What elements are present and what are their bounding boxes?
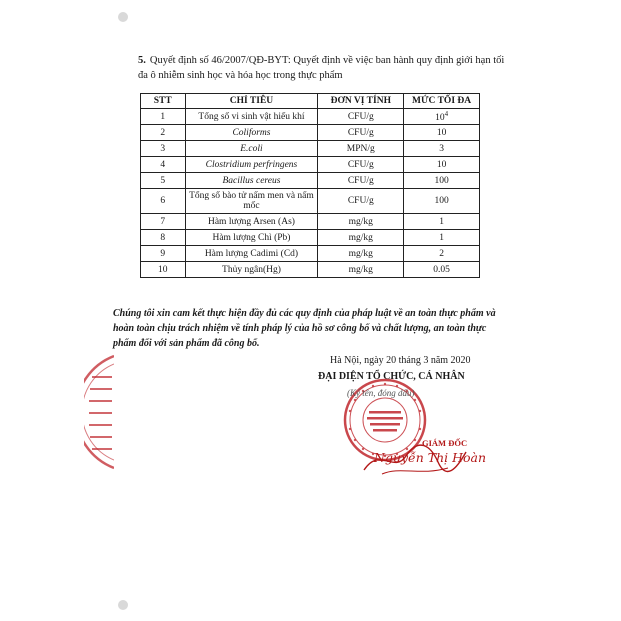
cell-stt: 7: [141, 214, 186, 230]
cell-indicator: Tổng số bào tử nấm men và nấm mốc: [185, 189, 318, 214]
cell-unit: mg/kg: [318, 230, 404, 246]
cell-unit: mg/kg: [318, 246, 404, 262]
cell-max: 1: [404, 214, 480, 230]
cell-indicator: Bacillus cereus: [185, 173, 318, 189]
table-row: [141, 246, 480, 262]
cell-max: [404, 109, 480, 125]
cell-stt: 1: [141, 109, 186, 125]
cell-max-base: 10: [435, 113, 445, 124]
cell-max: 100: [404, 189, 480, 214]
table-row: [141, 214, 480, 230]
cell-stt: 2: [141, 125, 186, 141]
section-number: 5.: [138, 55, 146, 66]
cell-unit: CFU/g: [318, 157, 404, 173]
header-max: MỨC TỐI ĐA: [404, 94, 480, 109]
cell-stt: 10: [141, 262, 186, 278]
cell-indicator: Thủy ngân(Hg): [185, 262, 318, 278]
cell-stt: 6: [141, 189, 186, 214]
cell-unit: mg/kg: [318, 214, 404, 230]
cell-stt: 5: [141, 173, 186, 189]
section-title: Quyết định số 46/2007/QĐ-BYT: Quyết định về việc ban hành quy định giới hạn tối đa ô nhiễm sinh học và hóa học trong thực phẩm: [138, 55, 505, 81]
header-indicator: CHỈ TIÊU: [185, 94, 318, 109]
commitment-statement: Chúng tôi xin cam kết thực hiện đầy đủ các quy định của pháp luật về an toàn thực phẩm và hoàn toàn chịu trách nhiệm về tính pháp lý của hồ sơ công bố và chất lượng, an toàn thực phẩm đối với sản phẩm đã công bố.: [113, 308, 496, 349]
section-heading: [138, 53, 508, 83]
cell-stt: 8: [141, 230, 186, 246]
table-row: [141, 189, 480, 214]
cell-unit: MPN/g: [318, 141, 404, 157]
signatory-name: Nguyễn Thị Hoàn: [374, 450, 487, 465]
table-row: [141, 109, 480, 125]
header-unit: ĐƠN VỊ TÍNH: [318, 94, 404, 109]
cell-indicator: Hàm lượng Arsen (As): [185, 214, 318, 230]
cell-max: 3: [404, 141, 480, 157]
partial-stamp-icon: [84, 352, 114, 472]
cell-indicator: Hàm lượng Cadimi (Cd): [185, 246, 318, 262]
signing-date: Hà Nội, ngày 20 tháng 3 năm 2020: [330, 355, 471, 366]
director-title: GIÁM ĐỐC: [422, 438, 468, 448]
cell-unit: CFU/g: [318, 173, 404, 189]
cell-max-exponent: 4: [444, 109, 449, 118]
table-row: [141, 173, 480, 189]
cell-max: 100: [404, 173, 480, 189]
cell-indicator: E.coli: [185, 141, 318, 157]
table-row: [141, 262, 480, 278]
cell-unit: CFU/g: [318, 125, 404, 141]
table-row: [141, 125, 480, 141]
cell-max: 1: [404, 230, 480, 246]
cell-unit: CFU/g: [318, 189, 404, 214]
header-stt: STT: [141, 94, 186, 109]
cell-stt: 3: [141, 141, 186, 157]
cell-max: 10: [404, 125, 480, 141]
punch-hole-icon: [118, 600, 128, 610]
limits-table: [140, 93, 480, 278]
table-row: [141, 157, 480, 173]
table-row: [141, 141, 480, 157]
cell-indicator: Clostridium perfringens: [185, 157, 318, 173]
cell-max: 2: [404, 246, 480, 262]
table-row: [141, 230, 480, 246]
cell-max: 10: [404, 157, 480, 173]
representative-label: ĐẠI DIỆN TỔ CHỨC, CÁ NHÂN: [318, 371, 465, 382]
cell-stt: 9: [141, 246, 186, 262]
cell-unit: CFU/g: [318, 109, 404, 125]
punch-hole-icon: [118, 12, 128, 22]
table-header-row: [141, 94, 480, 109]
cell-indicator: Hàm lượng Chì (Pb): [185, 230, 318, 246]
cell-max: 0.05: [404, 262, 480, 278]
signature-note: (Ký tên, đóng dấu): [347, 388, 415, 398]
cell-unit: mg/kg: [318, 262, 404, 278]
cell-indicator: Coliforms: [185, 125, 318, 141]
cell-stt: 4: [141, 157, 186, 173]
cell-indicator: Tổng số vi sinh vật hiếu khí: [185, 109, 318, 125]
